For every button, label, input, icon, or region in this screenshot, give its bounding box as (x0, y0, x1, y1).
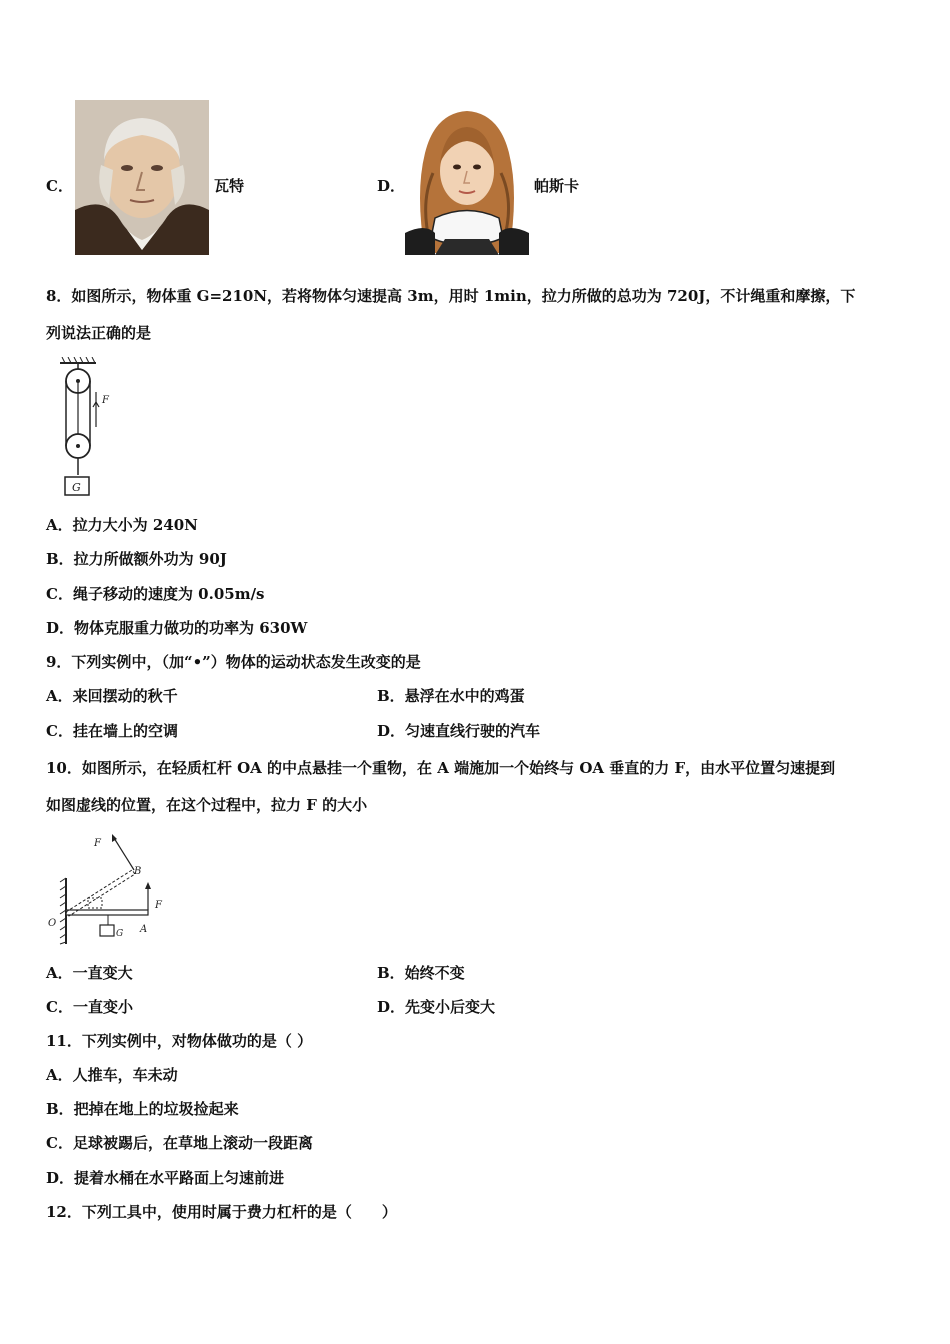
q7-option-c-name: 瓦特 (214, 177, 245, 195)
q8-option-d: D．物体克服重力做功的功率为 630W (46, 619, 308, 637)
q8-option-a: A．拉力大小为 240N (46, 516, 198, 534)
q11-option-c: C．足球被踢后，在草地上滚动一段距离 (46, 1134, 313, 1152)
q11-option-b: B．把掉在地上的垃圾捡起来 (46, 1100, 239, 1118)
q10-option-d: D．先变小后变大 (377, 998, 496, 1016)
q7-option-c-label: C． (46, 177, 73, 195)
lever-force-vertical-label: F (155, 900, 162, 911)
q11-stem: 11．下列实例中，对物体做功的是（ ） (46, 1032, 313, 1050)
q11-option-d: D．提着水桶在水平路面上匀速前进 (46, 1169, 285, 1187)
pulley-figure (52, 357, 122, 503)
lever-force-tilted-label: F (94, 838, 101, 849)
q10-option-b: B．始终不变 (377, 964, 465, 982)
portrait-pascal (405, 103, 529, 255)
q8-option-c: C．绳子移动的速度为 0.05m/s (46, 585, 265, 603)
q9-option-d: D．匀速直线行驶的汽车 (377, 722, 541, 740)
q11-option-a: A．人推车，车未动 (46, 1066, 178, 1084)
lever-o-label: O (48, 918, 57, 929)
pulley-weight-label: G (72, 481, 81, 494)
lever-g-label: G (116, 929, 124, 939)
q10-stem-line2: 如图虚线的位置，在这个过程中，拉力 F 的大小 (46, 796, 368, 814)
q9-option-c: C．挂在墙上的空调 (46, 722, 178, 740)
q10-option-a: A．一直变大 (46, 964, 133, 982)
q7-option-d-name: 帕斯卡 (534, 177, 580, 195)
q10-stem-line1: 10．如图所示，在轻质杠杆 OA 的中点悬挂一个重物，在 A 端施加一个始终与 OA 垂直的力 F，由水平位置匀速提到 (46, 759, 836, 777)
lever-a-label: A (140, 924, 148, 935)
q8-stem-line1: 8．如图所示，物体重 G=210N，若将物体匀速提高 3m，用时 1min，拉力所做的总功为 720J，不计绳重和摩擦，下 (46, 287, 856, 305)
lever-figure (44, 830, 174, 952)
q7-option-d-label: D． (377, 177, 406, 195)
lever-b-label: B (134, 866, 142, 877)
q9-option-a: A．来回摆动的秋千 (46, 687, 178, 705)
q8-option-b: B．拉力所做额外功为 90J (46, 550, 227, 568)
q9-stem: 9．下列实例中，（加“•”）物体的运动状态发生改变的是 (46, 653, 421, 671)
q8-stem-line2: 列说法正确的是 (46, 324, 152, 342)
q12-stem: 12．下列工具中，使用时属于费力杠杆的是（ ） (46, 1203, 397, 1221)
q9-option-b: B．悬浮在水中的鸡蛋 (377, 687, 525, 705)
portrait-watt (75, 100, 209, 255)
q10-option-c: C．一直变小 (46, 998, 133, 1016)
pulley-force-label: F (102, 395, 109, 406)
